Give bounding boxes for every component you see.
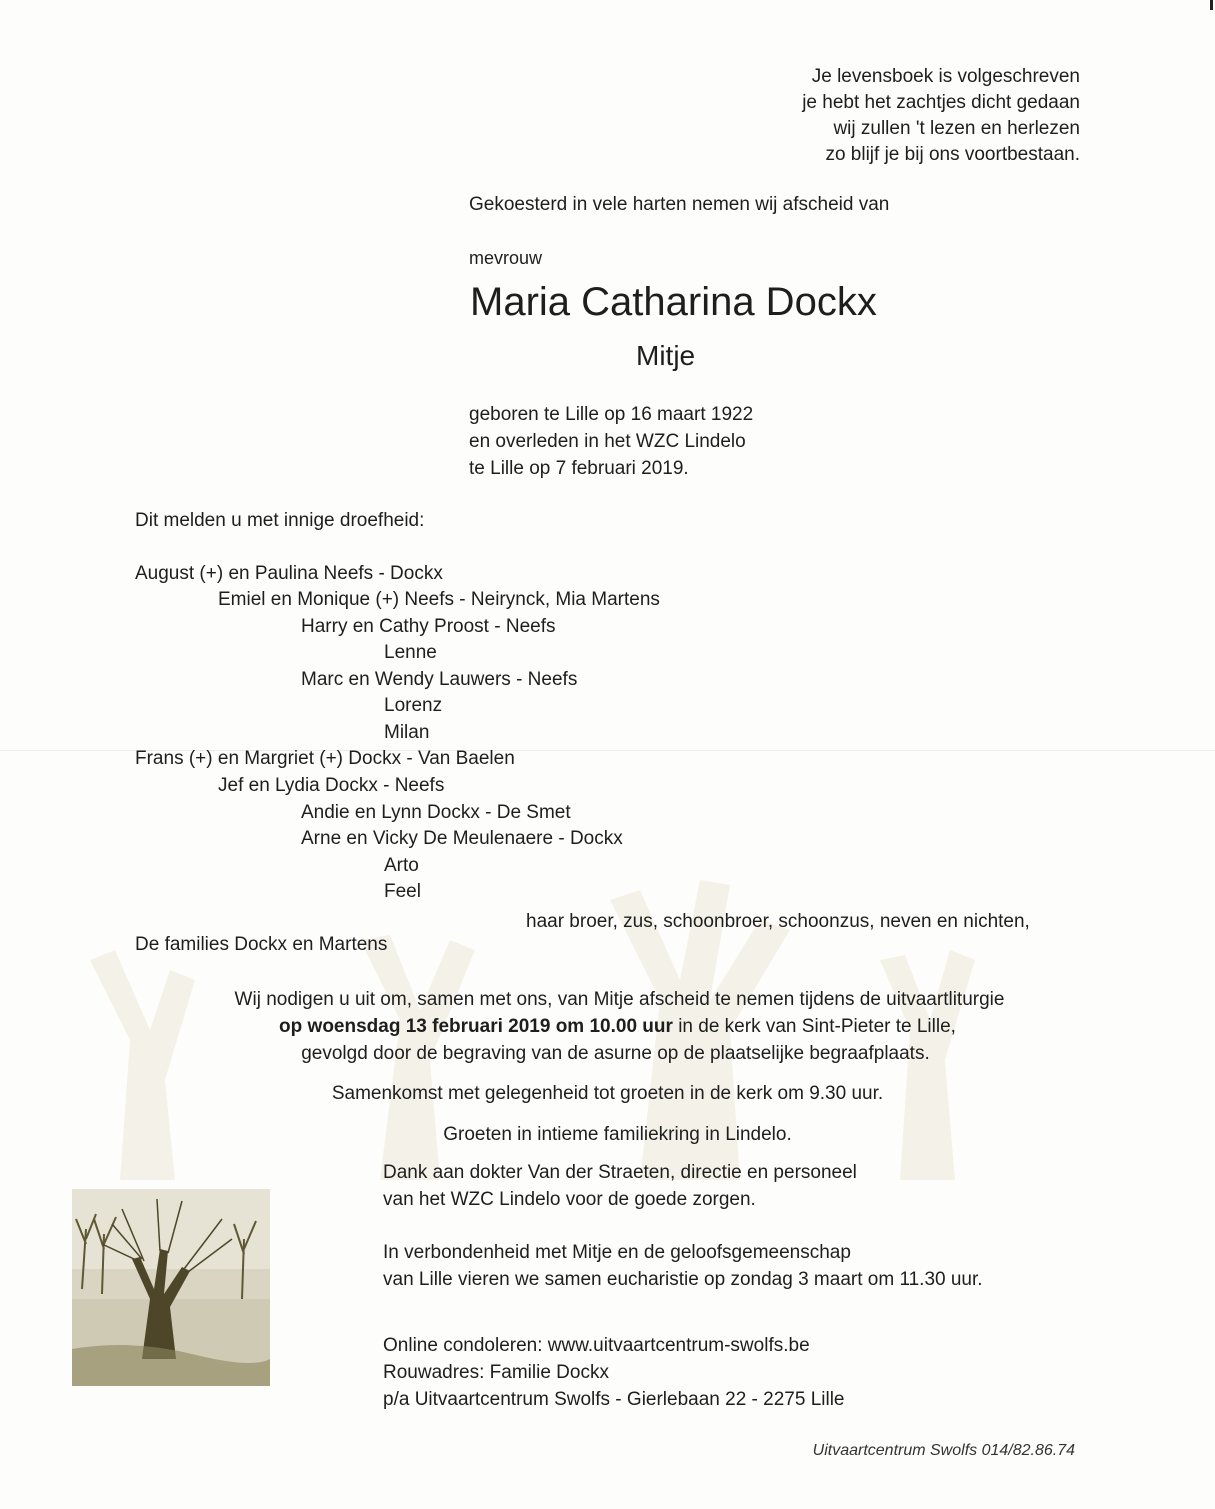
funeral-home-footer: Uitvaartcentrum Swolfs 014/82.86.74 xyxy=(812,1442,1075,1459)
title-prefix: mevrouw xyxy=(469,248,543,268)
ceremony-location: in de kerk van Sint-Pieter te Lille, xyxy=(672,1016,956,1037)
family-member: Lorenz xyxy=(384,695,443,716)
intro-text: Gekoesterd in vele harten nemen wij afscheid van xyxy=(469,194,890,215)
scan-edge-mark xyxy=(1210,0,1213,10)
announcement: Dit melden u met innige droefheid: xyxy=(135,510,425,531)
thanks-line: Dank aan dokter Van der Straeten, directie en personeel xyxy=(383,1162,857,1183)
family-member: Frans (+) en Margriet (+) Dockx - Van Baelen xyxy=(135,748,515,769)
poem-line: je hebt het zachtjes dicht gedaan xyxy=(802,92,1080,113)
relations-text: haar broer, zus, schoonbroer, schoonzus, neven en nichten, xyxy=(526,911,1030,932)
family-member: Emiel en Monique (+) Neefs - Neirynck, Mia Martens xyxy=(218,589,660,610)
ceremony-datetime: op woensdag 13 februari 2019 om 10.00 uur xyxy=(279,1016,673,1037)
burial-line: gevolgd door de begraving van de asurne op de plaatselijke begraafplaats. xyxy=(301,1043,930,1064)
family-member: Andie en Lynn Dockx - De Smet xyxy=(301,802,571,823)
family-member: Marc en Wendy Lauwers - Neefs xyxy=(301,669,578,690)
death-line: en overleden in het WZC Lindelo xyxy=(469,431,746,452)
mass-line: In verbondenheid met Mitje en de geloofsgemeenschap xyxy=(383,1242,851,1263)
poem xyxy=(802,64,1080,168)
family-member: Feel xyxy=(384,881,421,902)
gathering-text: Samenkomst met gelegenheid tot groeten in de kerk om 9.30 uur. xyxy=(331,1083,884,1104)
families-text: De families Dockx en Martens xyxy=(135,934,388,955)
thanks-line: van het WZC Lindelo voor de goede zorgen. xyxy=(383,1189,756,1210)
mass-line: van Lille vieren we samen eucharistie op zondag 3 maart om 11.30 uur. xyxy=(383,1269,983,1290)
invitation-line: Wij nodigen u uit om, samen met ons, van Mitje afscheid te nemen tijdens de uitvaartliturgie xyxy=(234,989,1005,1010)
poem-line: wij zullen 't lezen en herlezen xyxy=(833,118,1080,139)
mourning-address-label: Rouwadres: Familie Dockx xyxy=(383,1362,609,1383)
family-member: Arto xyxy=(384,855,419,876)
family-member: Arne en Vicky De Meulenaere - Dockx xyxy=(301,828,623,849)
online-condolence: Online condoleren: www.uitvaartcentrum-swolfs.be xyxy=(383,1335,810,1356)
deceased-name: Maria Catharina Dockx xyxy=(470,280,877,324)
invitation-date-line xyxy=(10,1014,1215,1040)
family-member: Jef en Lydia Dockx - Neefs xyxy=(218,775,445,796)
willow-tree-photo xyxy=(72,1189,270,1386)
mourning-address: p/a Uitvaartcentrum Swolfs - Gierlebaan 22 - 2275 Lille xyxy=(383,1389,845,1410)
deceased-nickname: Mitje xyxy=(636,340,696,371)
family-member: Harry en Cathy Proost - Neefs xyxy=(301,616,556,637)
death-place-line: te Lille op 7 februari 2019. xyxy=(469,458,689,479)
family-member: August (+) en Paulina Neefs - Dockx xyxy=(135,563,443,584)
greetings-text: Groeten in intieme familiekring in Lindelo. xyxy=(443,1124,792,1145)
poem-line: Je levensboek is volgeschreven xyxy=(811,66,1080,87)
family-member: Milan xyxy=(384,722,430,743)
poem-line: zo blijf je bij ons voortbestaan. xyxy=(825,144,1080,165)
family-member: Lenne xyxy=(384,642,437,663)
birth-line: geboren te Lille op 16 maart 1922 xyxy=(469,404,754,425)
